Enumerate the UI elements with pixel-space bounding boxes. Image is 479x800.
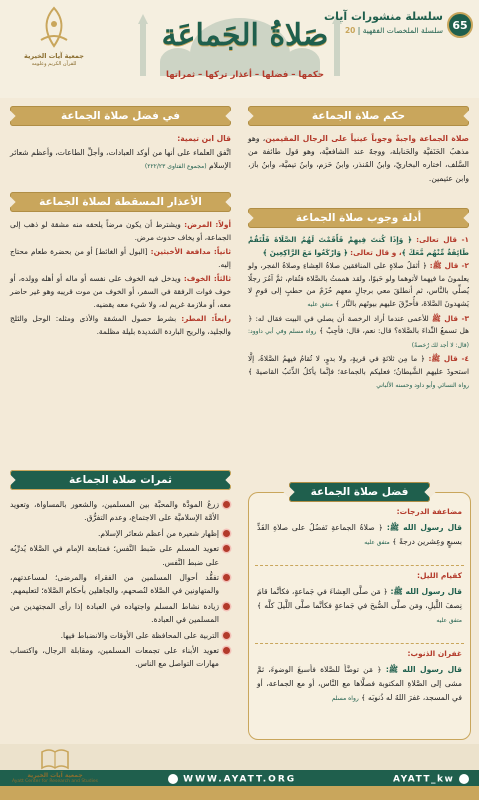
aadhar-section-title: الأعذار المسقطة لصلاة الجماعة [10, 192, 231, 212]
ayat-logo-icon [31, 4, 77, 50]
list-item: تعويد المسلم على ضَبط النَّفس؛ فمتابعة الإمام في الصَّلاة يُدرِّبُه على ضبط النَّفس. [10, 542, 231, 569]
book-logo-icon [40, 746, 70, 772]
globe-icon [168, 774, 178, 784]
fadl-category-2: كقيام الليل: [417, 571, 462, 580]
fadl-hadith-1: قال رسول الله ﷺ: ﴿ صلاةُ الجماعةِ تَفضُلُ على صلاةِ الفَذِّ بسبعٍ وعِشرين درجةً ﴾ متفق عليه [257, 523, 462, 546]
website-link[interactable]: WWW.AYATT.ORG [168, 774, 296, 785]
fadl-hadith-2: قال رسول الله ﷺ: ﴿ مَن صلَّى العِشاءَ في جَماعةٍ، فكأنَّما قامَ نِصفَ اللَّيلِ، ومَن صلَّى الصُّبحَ في جَماعةٍ فكأنَّما صلَّى اللَّيلَ كلَّه ﴾ متفق عليه [257, 587, 463, 624]
series-subtitle: سلسلة الملخصات الفقهية | 20 [344, 26, 443, 35]
page-title: صَلاةُ الجَماعَة [161, 18, 329, 53]
footer-org-name: جمعية آيات الخيرية [27, 772, 83, 779]
list-item: تفقُّد أحوال المسلمين من الفقراء والمرضى؛ لمساعدتهم، والمتهاونين في الصَّلاة لنُصحهم، والجاهلين بأحكام الصَّلاة؛ لتعليمهم. [10, 571, 231, 598]
org-name: جمعية آيات الخيرية [24, 52, 84, 60]
org-logo [18, 4, 90, 86]
left-column [4, 100, 237, 740]
list-item: زيادة نشاط المسلم واجتهاده في العبادة إذا رأى المجتهدين من المسلمين في العبادة. [10, 600, 231, 627]
list-item: زرعُ المودَّة والمحبَّة بين المسلمين، والشعور بالمساواة، وتعويد الأمَّة الإسلاميَّة على الاجتماع، وعدم التفرُّق. [10, 498, 231, 525]
fadl-category-1: مضاعفة الدرجات: [396, 507, 462, 516]
footer-org-name-en: Ayatt Center for Research and Studies [12, 779, 99, 784]
list-item: تعويد الأبناء على تجمعات المسلمين، ومقابلة الرجال، واكتساب مهارات التواصل مع الناس. [10, 644, 231, 671]
social-handle[interactable]: AYATT_kw [393, 774, 469, 785]
footer [0, 744, 479, 800]
series-title: سلسلة منشورات آيات [324, 10, 443, 23]
page-subtitle: حكمها – فضلها – أعذار تركها – ثمراتها [166, 70, 324, 80]
divider [255, 643, 464, 644]
series-badge [324, 10, 473, 42]
series-number: 65 [447, 12, 473, 38]
hukm-text: صلاة الجماعة واجبةٌ وجوباً عينياً على الرجال المقيمين، وهو مذهبُ الحَنَفيَّة والحَنابلة، ووجهٌ عند الشافعيَّة، وهو قول طائفة من السَّلف، اختاره البخاريّ، وابنُ المُنذر، وابنُ حَزم، وابنُ تيميَّة، وابنُ باز، وابن عثيمين. [248, 134, 469, 183]
footer-org-logo [12, 746, 98, 794]
org-name-sub: للقرآن الكريم وعلومه [31, 61, 77, 67]
fi-fadl-text: قال ابن تيمية: اتَّفق العلماء على أنها من أوكد العبادات، وأجلِّ الطاعات، وأعظم شعائر الإسلام (مجموع الفتاوى ٢٢٢/٢٣) [10, 134, 231, 171]
social-icon [459, 774, 469, 784]
hukm-section-title: حكم صلاة الجماعة [248, 106, 469, 126]
adilla-text: ١- قال تعالى: ﴿ وَإِذَا كُنتَ فِيهِمْ فَأَقَمْتَ لَهُمُ الصَّلَاةَ فَلْتَقُمْ طَائِفَةٌ مِّنْهُم مَّعَكَ ﴾، و قال تعالى: ﴿ وَارْكَعُوا مَعَ الرَّاكِعِينَ ﴾ ٢- قال ﷺ: ﴿ أثقلُ صلاةٍ على المنافقين صلاةُ العِشاءِ وصلاةُ الفجر، ولو يعلمونَ ما فيهما لأتوهما ولو حَبوًا، ولقد هممتُ بالصَّلاة فتُقام، ثمَّ آمُرَ رجلًا يُصلِّي بالنَّاس، ثم أنطلقَ معي برجالٍ معهم حُزَمٌ من حطبٍ إلى قومٍ لا يَشهدونَ الصَّلاةَ، فأُحرِّقَ عليهم بيوتَهم بالنَّار ﴾ متفق عليه ٣- قال ﷺ للأعمى عندما أراد الرخصة أن يصلي في البيت فقال له: ﴿ هل تسمعُ النِّداءَ بالصَّلاة؟ قال: نعم، قال: فأجِبْ ﴾ رواه مسلم وفي أبي داوود: (قال: لا أجد لك رُخصةً) ٤- قال ﷺ: ﴿ ما مِن ثلاثةٍ في قريةٍ، ولا بدوٍ، لا تُقامُ فيهمُ الصَّلاةُ، إلَّا استحوذَ عليهم الشَّيطانُ؛ فعليكم بالجماعة؛ فإنَّما يأكلُ الذِّئبُ القاصيةَ ﴾ رواه النسائي وأبو داود وحسنه الألباني [248, 235, 470, 389]
fadl-category-3: غفران الذنوب: [407, 649, 462, 658]
aadhar-text: أولاً: المرض: ويشترط أن يكون مرضاً يلحقه منه مشقة لو ذهب إلى الجماعة، أو يخاف حدوث مرض. ثانياً: مدافعة الأخبثين: [البول أو الغائط] أو من بحضرة طعام محتاج إليه. ثالثاً: الخوف: ويدخل فيه الخوف على نفسه أو ماله أو أهله وولده، أو خوف فوات الرفقة في السفر، أو الخوف من موت قريبه وهو غير حاضر معه، أو ملازمة غريم له، ولا شيء معه يقضيه. رابعاً: المطر: بشرط حصول المشقة والأذى ومثله: الوحل والثلج والجليد، والريح الباردة الشديدة بليلة مظلمة. [10, 220, 231, 336]
fadl-box [248, 486, 471, 740]
divider [255, 565, 464, 566]
list-item: إظهار شعيرة من أعظم شعائر الإسلام. [10, 527, 231, 540]
fadl-hadith-3: قال رسول الله ﷺ: ﴿ مَن توضَّأ للصَّلاة فأسبغَ الوضوءَ، ثمَّ مشى إلى الصَّلاةِ المكتوبة فصلَّاها مع النَّاس، أو مع الجماعة، أو في المسجد، غفرَ اللهُ له ذُنوبَه ﴾ رواه مسلم [257, 665, 462, 702]
fi-fadl-section-title: في فضل صلاة الجماعة [10, 106, 231, 126]
thamarat-section-title: ثمرات صلاة الجماعة [10, 470, 231, 490]
adilla-section-title: أدلة وجوب صلاة الجماعة [248, 208, 469, 228]
list-item: التربية على المحافظة على الأوقات والانضباط فيها. [10, 629, 231, 642]
right-column [242, 100, 475, 740]
thamarat-list [10, 498, 231, 673]
header [0, 0, 479, 98]
fadl-section-title: فضل صلاة الجماعة [289, 482, 430, 502]
